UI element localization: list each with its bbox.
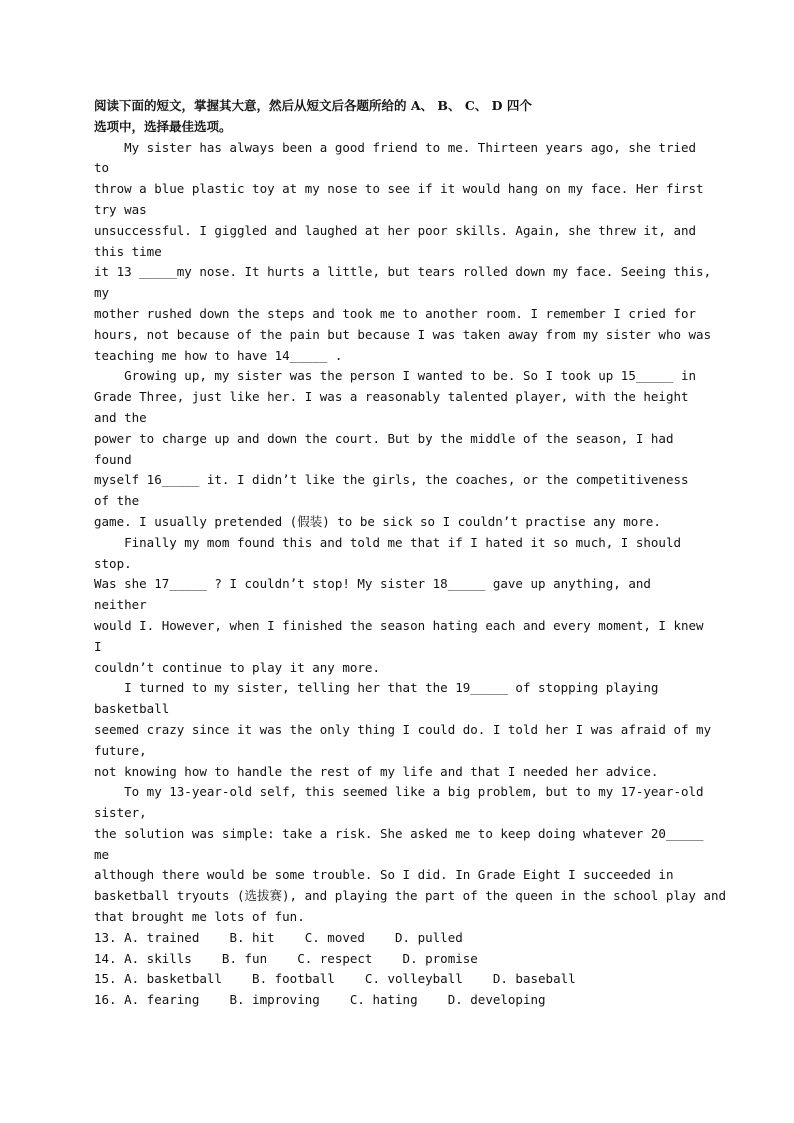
passage-line: seemed crazy since it was the only thing I could do. I told her I was afraid of my — [94, 721, 712, 737]
passage-line: My sister has always been a good friend to me. Thirteen years ago, she tried — [94, 139, 697, 155]
passage-line: Was she 17_____ ? I couldn’t stop! My sister 18_____ gave up anything, and — [94, 576, 651, 592]
passage-line: to — [94, 160, 110, 176]
passage-line: mother rushed down the steps and took me to another room. I remember I cried for — [94, 305, 697, 321]
passage-line: I turned to my sister, telling her that the 19_____ of stopping playing — [94, 680, 659, 696]
passage-line: try was — [94, 201, 147, 217]
passage-line: game. I usually pretended (假装) to be sick so I couldn’t practise any more. — [94, 513, 661, 529]
passage-line: not knowing how to handle the rest of my life and that I needed her advice. — [94, 763, 659, 779]
passage-line: the solution was simple: take a risk. She asked me to keep doing whatever 20_____ — [94, 825, 704, 841]
instruction-line: 选项中，选择最佳选项。 — [94, 118, 232, 134]
question-15: 15. A. basketball B. football C. volleyball D. baseball — [94, 971, 576, 987]
passage-line: my — [94, 285, 110, 301]
passage-line: of the — [94, 493, 140, 509]
passage-line: Grade Three, just like her. I was a reasonably talented player, with the height — [94, 389, 689, 405]
passage-line: would I. However, when I finished the season hating each and every moment, I knew — [94, 617, 704, 633]
passage-line: I — [94, 638, 102, 654]
passage-line: that brought me lots of fun. — [94, 909, 305, 925]
passage-line: sister, — [94, 805, 147, 821]
passage-line: Finally my mom found this and told me that if I hated it so much, I should — [94, 534, 681, 550]
passage-line: this time — [94, 243, 162, 259]
instruction-line: 阅读下面的短文，掌握其大意，然后从短文后各题所给的 A、 B、 C、 D 四个 — [94, 98, 532, 113]
question-16: 16. A. fearing B. improving C. hating D. developing — [94, 992, 546, 1008]
passage-line: To my 13-year-old self, this seemed like a big problem, but to my 17-year-old — [94, 784, 704, 800]
passage-line: Growing up, my sister was the person I wanted to be. So I took up 15_____ in — [94, 368, 697, 384]
passage-line: hours, not because of the pain but because I was taken away from my sister who was — [94, 326, 712, 342]
passage-line: basketball tryouts (选拔赛), and playing the part of the queen in the school play and — [94, 888, 727, 904]
passage — [94, 138, 734, 928]
document-page — [94, 96, 734, 1011]
passage-line: neither — [94, 597, 147, 613]
passage-line: basketball — [94, 701, 170, 717]
passage-line: it 13 _____my nose. It hurts a little, but tears rolled down my face. Seeing this, — [94, 264, 712, 280]
passage-line: found — [94, 451, 132, 467]
passage-line: stop. — [94, 555, 132, 571]
passage-line: unsuccessful. I giggled and laughed at her poor skills. Again, she threw it, and — [94, 222, 697, 238]
passage-line: throw a blue plastic toy at my nose to see if it would hang on my face. Her first — [94, 181, 704, 197]
question-13: 13. A. trained B. hit C. moved D. pulled — [94, 929, 463, 945]
passage-line: me — [94, 846, 110, 862]
question-list — [94, 928, 734, 1011]
passage-line: teaching me how to have 14_____ . — [94, 347, 343, 363]
passage-line: myself 16_____ it. I didn’t like the girls, the coaches, or the competitiveness — [94, 472, 689, 488]
passage-line: couldn’t continue to play it any more. — [94, 659, 380, 675]
passage-line: future, — [94, 742, 147, 758]
question-14: 14. A. skills B. fun C. respect D. promise — [94, 950, 478, 966]
passage-line: power to charge up and down the court. But by the middle of the season, I had — [94, 430, 674, 446]
passage-line: and the — [94, 409, 147, 425]
passage-line: although there would be some trouble. So I did. In Grade Eight I succeeded in — [94, 867, 674, 883]
